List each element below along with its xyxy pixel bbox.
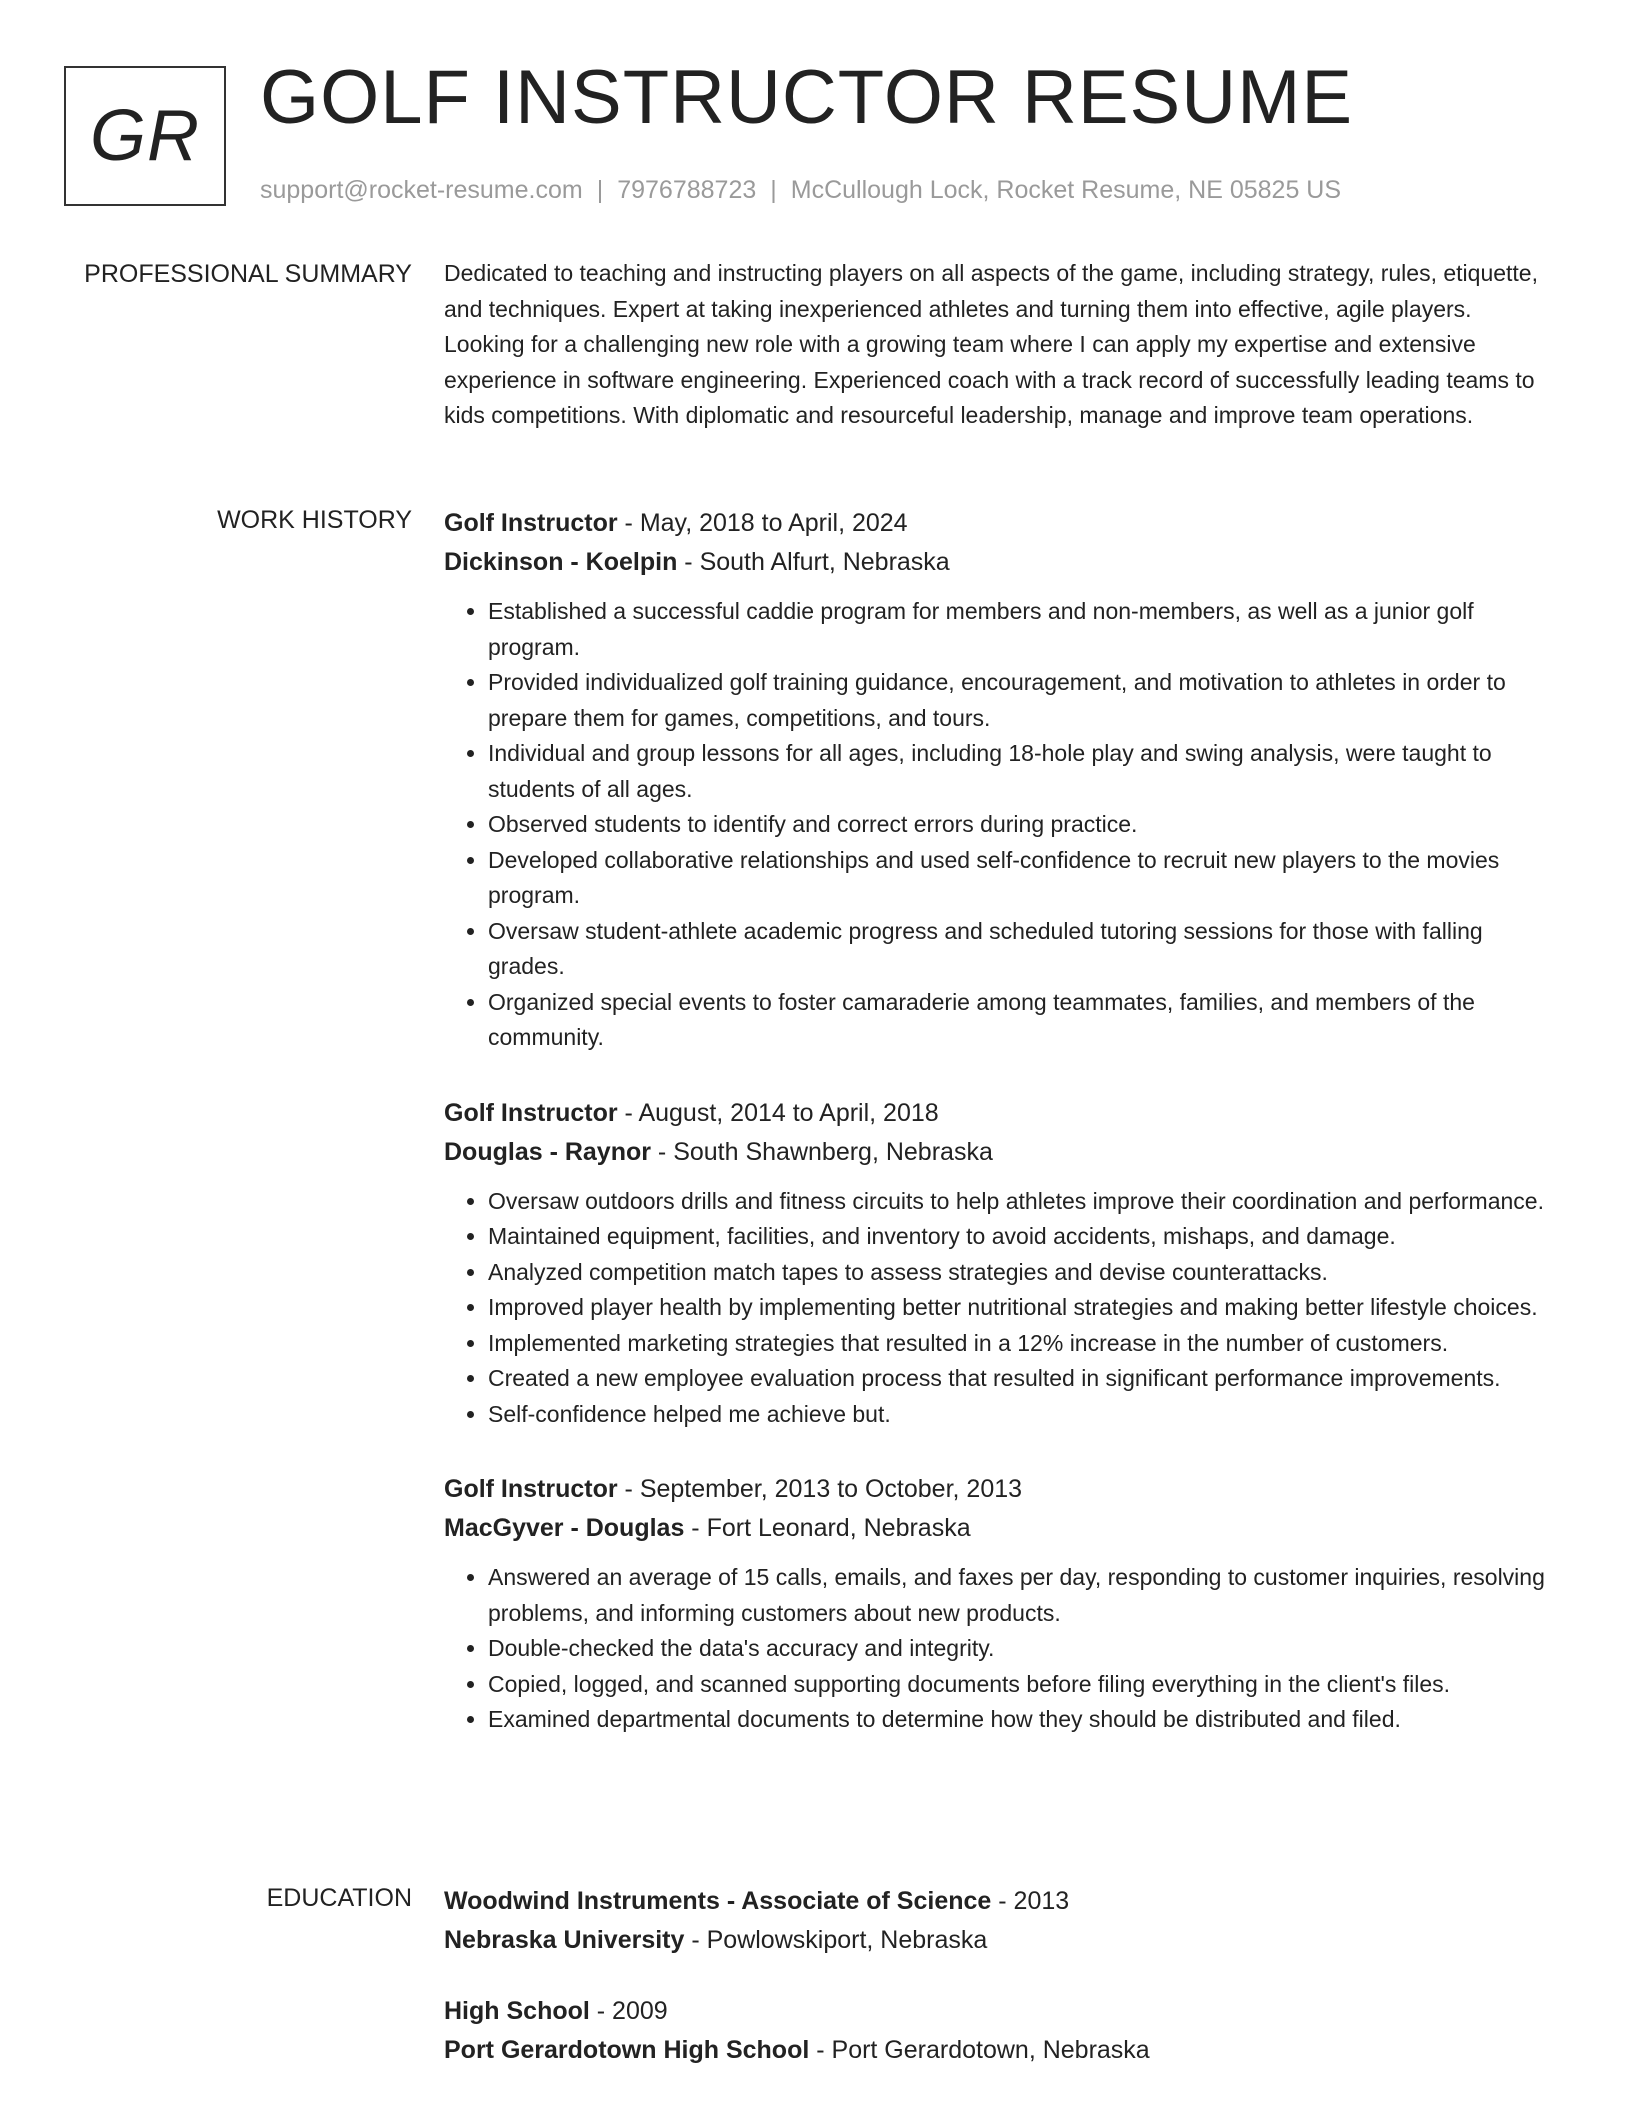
job-location: - South Shawnberg, Nebraska [650, 1137, 993, 1166]
education-location: - Port Gerardotown, Nebraska [809, 2036, 1150, 2064]
job-dates: - May, 2018 to April, 2024 [617, 509, 908, 537]
education-location: - Powlowskiport, Nebraska [684, 1926, 988, 1954]
job-bullet: • Established a successful caddie program for members and non-members, as well as a junior golf program. [488, 594, 1556, 665]
job-title: Golf Instructor [444, 1475, 618, 1503]
job-bullet: • Improved player health by implementing better nutritional strategies and making better lifestyle choices. [488, 1290, 1556, 1326]
job-title: Golf Instructor [444, 509, 618, 537]
education-entry [444, 1882, 1556, 1960]
education-degree: Woodwind Instruments - Associate of Science [444, 1887, 992, 1915]
job-bullet: • Examined departmental documents to determine how they should be distributed and filed. [488, 1702, 1556, 1738]
job-title-line [444, 1470, 1556, 1509]
monogram-initials: GR [64, 66, 226, 206]
job-company: MacGyver - Douglas [444, 1514, 685, 1542]
education-heading: EDUCATION [266, 1884, 412, 1912]
education-list [444, 1882, 1556, 2102]
job-bullet: • Individual and group lessons for all ages, including 18-hole play and swing analysis, were taught to students of all ages. [488, 736, 1556, 807]
summary-text: Dedicated to teaching and instructing players on all aspects of the game, including strategy, rules, etiquette, and techniques. Expert at taking inexperienced athletes and turning them into effective, agile players. Looking for a challenging new role with a growing team where I can apply my expertise and extensive experience in software engineering. Experienced coach with a track record of successfully leading teams to kids competitions. With diplomatic and resourceful leadership, manage and improve team operations. [444, 260, 1538, 428]
job-bullet: • Oversaw outdoors drills and fitness circuits to help athletes improve their coordination and performance. [488, 1184, 1556, 1220]
education-year: - 2013 [991, 1887, 1070, 1915]
job-dates: - September, 2013 to October, 2013 [617, 1475, 1023, 1503]
contact-phone[interactable]: 7976788723 [617, 176, 757, 204]
job-company-line [444, 543, 1556, 582]
job-bullet: • Double-checked the data's accuracy and integrity. [488, 1631, 1556, 1667]
work-history-heading: WORK HISTORY [217, 506, 412, 534]
job-title-line [444, 504, 1556, 543]
job-company: Dickinson - Koelpin [444, 548, 678, 576]
job-title: Golf Instructor [444, 1098, 618, 1127]
job-location: - South Alfurt, Nebraska [677, 548, 950, 576]
job-bullet: • Self-confidence helped me achieve but. [488, 1397, 1556, 1433]
education-year: - 2009 [589, 1997, 668, 2025]
job-bullet: • Created a new employee evaluation process that resulted in significant performance improvements. [488, 1361, 1556, 1397]
job-entry [444, 1470, 1556, 1738]
education-school-line [444, 1921, 1556, 1960]
contact-address: McCullough Lock, Rocket Resume, NE 05825 US [790, 176, 1342, 204]
education-school: Nebraska University [444, 1926, 685, 1954]
job-bullet: • Observed students to identify and correct errors during practice. [488, 807, 1556, 843]
education-degree: High School [444, 1997, 590, 2025]
job-company: Douglas - Raynor [444, 1137, 651, 1166]
job-company-line [444, 1509, 1556, 1548]
contact-separator: | [770, 176, 777, 204]
job-bullet: • Provided individualized golf training guidance, encouragement, and motivation to athletes in order to prepare them for games, competitions, and tours. [488, 665, 1556, 736]
job-title-line [444, 1094, 1556, 1133]
contact-separator: | [596, 176, 604, 204]
contact-email[interactable]: support@rocket-resume.com [260, 176, 583, 204]
job-bullet: • Implemented marketing strategies that resulted in a 12% increase in the number of customers. [488, 1326, 1556, 1362]
summary-heading: PROFESSIONAL SUMMARY [84, 260, 412, 288]
job-bullet-list [444, 1560, 1556, 1738]
education-entry [444, 1992, 1556, 2070]
job-bullet: • Copied, logged, and scanned supporting documents before filing everything in the client's files. [488, 1667, 1556, 1703]
job-bullet: • Maintained equipment, facilities, and inventory to avoid accidents, mishaps, and damage. [488, 1219, 1556, 1255]
job-bullet-list [444, 594, 1556, 1056]
job-bullet: • Analyzed competition match tapes to assess strategies and devise counterattacks. [488, 1255, 1556, 1291]
job-entry [444, 1094, 1556, 1433]
job-bullet: • Answered an average of 15 calls, emails, and faxes per day, responding to customer inquiries, resolving problems, and informing customers about new products. [488, 1560, 1556, 1631]
contact-line [260, 176, 1341, 205]
education-degree-line [444, 1992, 1556, 2031]
resume-title: GOLF INSTRUCTOR RESUME [260, 55, 1354, 140]
job-entry [444, 504, 1556, 1056]
work-history-list [444, 504, 1556, 1776]
job-bullet: • Organized special events to foster camaraderie among teammates, families, and members of the community. [488, 985, 1556, 1056]
job-bullet-list [444, 1184, 1556, 1433]
job-bullet: • Oversaw student-athlete academic progress and scheduled tutoring sessions for those with falling grades. [488, 914, 1556, 985]
education-school: Port Gerardotown High School [444, 2036, 810, 2064]
job-location: - Fort Leonard, Nebraska [684, 1514, 971, 1542]
education-degree-line [444, 1882, 1556, 1921]
job-dates: - August, 2014 to April, 2018 [617, 1098, 939, 1127]
job-bullet: • Developed collaborative relationships and used self-confidence to recruit new players to the movies program. [488, 843, 1556, 914]
job-company-line [444, 1133, 1556, 1172]
education-school-line [444, 2031, 1556, 2070]
